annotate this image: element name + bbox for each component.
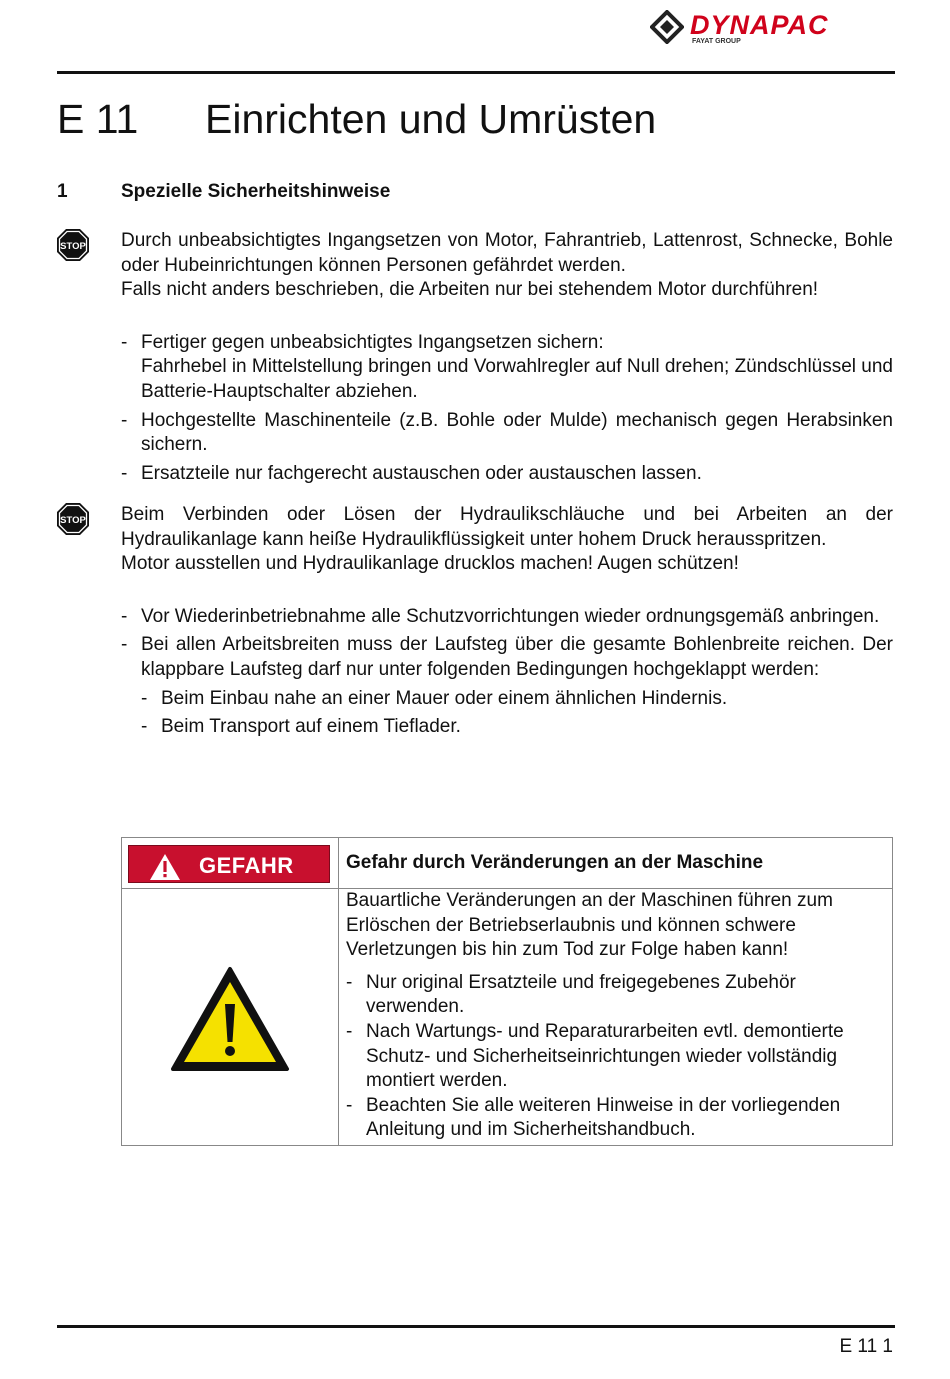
- warning-body: [346, 889, 886, 1143]
- brand-sub: FAYAT GROUP: [692, 38, 741, 45]
- block2-list: [121, 605, 893, 740]
- block1-paragraph-line: Falls nicht anders beschrieben, die Arbeiten nur bei stehendem Motor durchführen!: [121, 279, 819, 301]
- list-item: - Beachten Sie alle weiteren Hinweise in der vorliegenden Anleitung und im Sicherheitshandbuch.: [346, 1094, 886, 1143]
- dynapac-logo: [650, 8, 900, 48]
- gefahr-label: GEFAHR: [199, 853, 294, 878]
- block2-paragraph-line: Beim Verbinden oder Lösen der Hydraulikschläuche und bei Arbeiten an der Hydraulikanlage kann heiße Hydraulikflüssigkeit unter hohem Druck herausspritzen.: [121, 504, 893, 550]
- warning-list: [346, 971, 886, 1143]
- header-rule: [57, 71, 895, 74]
- block1-paragraph-line: Durch unbeabsichtigtes Ingangsetzen von Motor, Fahrantrieb, Lattenrost, Schnecke, Bohle oder Hubeinrichtungen können Personen gefährdet werden.: [121, 230, 893, 276]
- list-item: - Bei allen Arbeitsbreiten muss der Laufsteg über die gesamte Bohlenbreite reichen. Der klappbare Laufsteg darf nur unter folgenden Bedingungen hochgeklappt werden: - Beim Einbau nahe an einer Mauer oder einem ähnlichen Hindernis. - Beim Transport auf einem Tieflader.: [121, 633, 893, 739]
- chapter-number: E 11: [57, 96, 139, 142]
- stop-icon: [56, 502, 90, 536]
- safety-block-1: [121, 229, 893, 490]
- page-title: [57, 96, 656, 143]
- stop-icon: [56, 228, 90, 262]
- list-item: - Ersatzteile nur fachgerecht austauschen oder austauschen lassen.: [121, 462, 893, 487]
- svg-text:STOP: STOP: [60, 241, 86, 252]
- warning-heading: Gefahr durch Veränderungen an der Maschine: [346, 852, 764, 873]
- section-heading: [57, 181, 390, 203]
- warning-intro: Bauartliche Veränderungen an der Maschinen führen zum Erlöschen der Betriebserlaubnis und können schwere Verletzungen bis hin zum Tod zur Folge haben kann!: [346, 890, 833, 961]
- safety-block-2: [121, 503, 893, 744]
- list-item: [121, 331, 893, 405]
- danger-warning-box: [121, 837, 893, 1146]
- warning-sign-icon: [170, 966, 290, 1072]
- brand-name: DYNAPAC: [690, 10, 829, 40]
- sub-list: [141, 687, 893, 740]
- sub-list-item: - Beim Einbau nahe an einer Mauer oder einem ähnlichen Hindernis.: [141, 687, 893, 712]
- dynapac-diamond-icon: [650, 10, 684, 44]
- svg-text:STOP: STOP: [60, 515, 86, 526]
- list-item: - Nur original Ersatzteile und freigegebenes Zubehör verwenden.: [346, 971, 886, 1020]
- page-number: E 11 1: [839, 1336, 893, 1357]
- sub-list-item: - Beim Transport auf einem Tieflader.: [141, 715, 893, 740]
- gefahr-signal-word: [128, 845, 330, 883]
- chapter-title: Einrichten und Umrüsten: [205, 96, 657, 142]
- footer-rule: [57, 1325, 895, 1328]
- table-divider: [338, 838, 339, 1145]
- list-item: - Hochgestellte Maschinenteile (z.B. Bohle oder Mulde) mechanisch gegen Herabsinken sichern.: [121, 409, 893, 458]
- block1-list: [121, 331, 893, 487]
- list-item: - Vor Wiederinbetriebnahme alle Schutzvorrichtungen wieder ordnungsgemäß anbringen.: [121, 605, 893, 630]
- section-title: Spezielle Sicherheitshinweise: [121, 181, 391, 202]
- section-number: 1: [57, 181, 68, 202]
- list-item-text: Fahrhebel in Mittelstellung bringen und Vorwahlregler auf Null drehen; Zündschlüssel und Batterie-Hauptschalter abziehen.: [141, 356, 894, 402]
- block2-paragraph-line: Motor ausstellen und Hydraulikanlage drucklos machen! Augen schützen!: [121, 553, 739, 575]
- warning-triangle-icon: [149, 853, 181, 881]
- list-item: - Nach Wartungs- und Reparaturarbeiten evtl. demontierte Schutz- und Sicherheitseinrichtungen wieder vollständig montiert werden.: [346, 1020, 886, 1094]
- list-item-lead: - Fertiger gegen unbeabsichtigtes Ingangsetzen sichern:: [141, 331, 604, 353]
